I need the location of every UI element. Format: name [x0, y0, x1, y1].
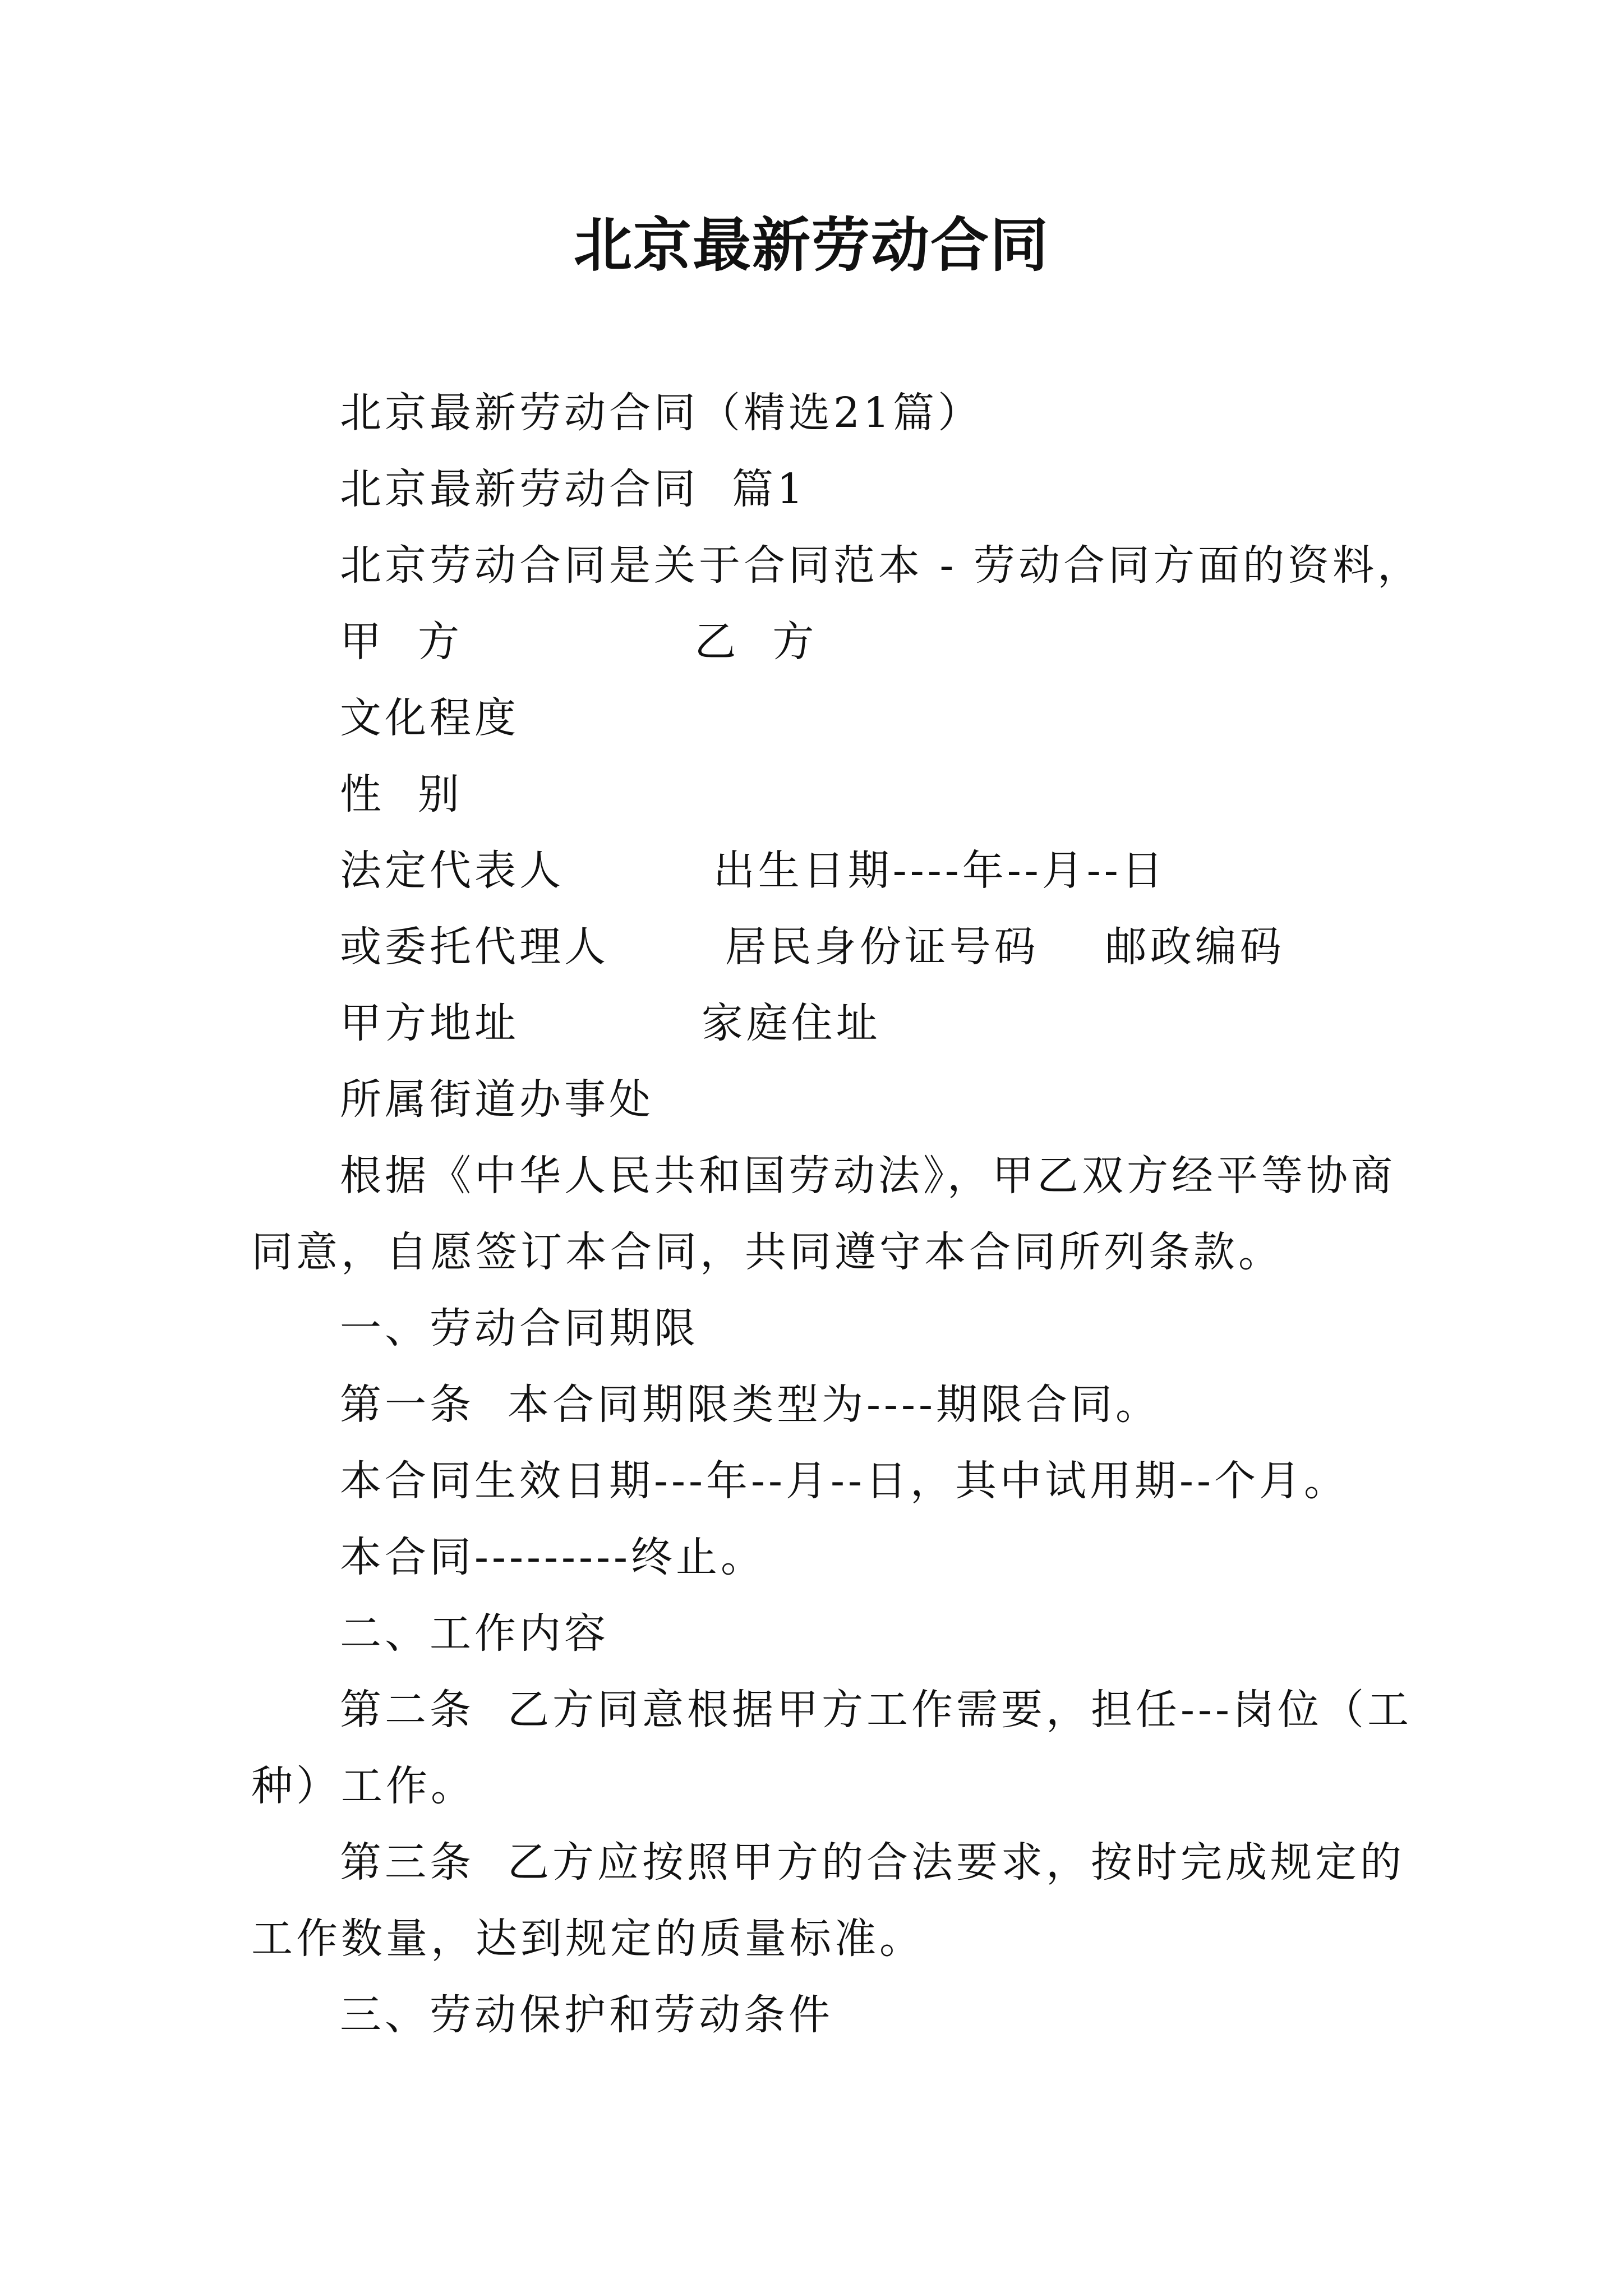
paragraph-line: 二、工作内容: [340, 1609, 609, 1658]
paragraph-line: 第二条 乙方同意根据甲方工作需要，担任---岗位（工: [340, 1686, 1413, 1734]
paragraph-line: 种）工作。: [251, 1762, 476, 1810]
paragraph-line: 第三条 乙方应按照甲方的合法要求，按时完成规定的: [340, 1838, 1405, 1887]
document-title: 北京最新劳动合同: [573, 210, 1049, 279]
paragraph-line: 根据《中华人民共和国劳动法》，甲乙双方经平等协商: [340, 1152, 1396, 1200]
paragraph-line: 同意，自愿签订本合同，共同遵守本合同所列条款。: [251, 1228, 1283, 1276]
paragraph-line: 第一条 本合同期限类型为----期限合同。: [340, 1381, 1161, 1429]
paragraph-line: 本合同---------终止。: [340, 1533, 766, 1581]
paragraph-line: 三、劳动保护和劳动条件: [340, 1991, 833, 2039]
paragraph-line: 本合同生效日期---年--月--日，其中试用期--个月。: [340, 1457, 1349, 1505]
paragraph-line: 文化程度: [340, 694, 519, 742]
paragraph-line: 工作数量，达到规定的质量标准。: [251, 1915, 924, 1963]
paragraph-line: 甲 方 乙 方: [340, 618, 818, 666]
document-body: [251, 375, 1423, 2053]
paragraph-line: 北京最新劳动合同（精选21篇）: [340, 389, 983, 437]
paragraph-line: 北京劳动合同是关于合同范本 - 劳动合同方面的资料，: [340, 541, 1423, 590]
paragraph-line: 性 别: [340, 770, 463, 818]
paragraph-line: 法定代表人 出生日期----年--月--日: [340, 846, 1166, 895]
paragraph-line: 所属街道办事处: [340, 1075, 654, 1124]
paragraph-line: 北京最新劳动合同 篇1: [340, 465, 807, 513]
paragraph-line: 一、劳动合同期限: [340, 1304, 699, 1352]
paragraph-line: 或委托代理人 居民身份证号码 邮政编码: [340, 923, 1285, 971]
paragraph-line: 甲方地址 家庭住址: [340, 999, 881, 1047]
